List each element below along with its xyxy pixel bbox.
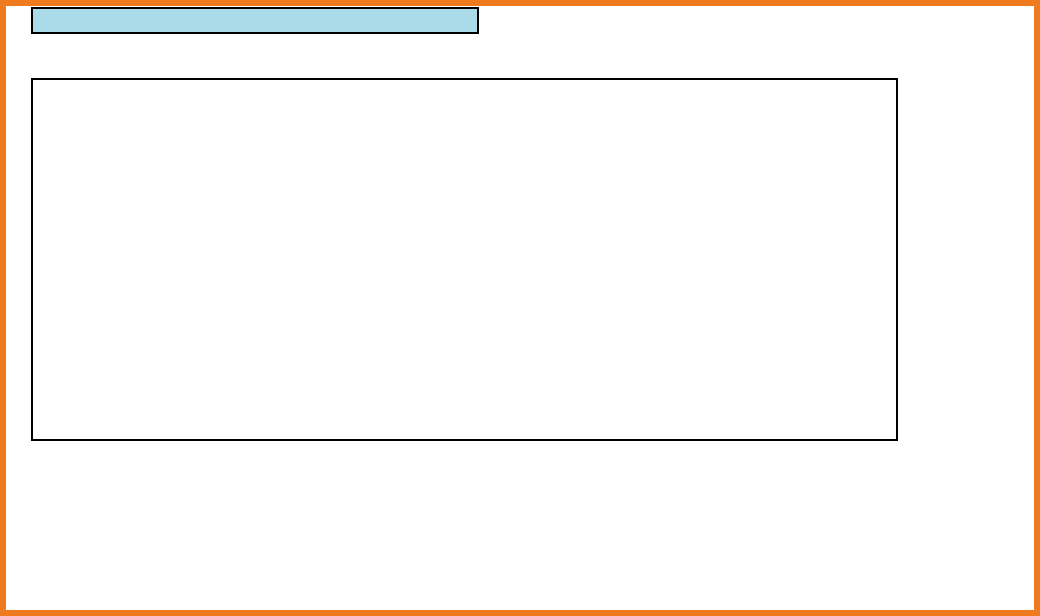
activity-grid [31, 78, 898, 441]
date-header-diagonals [0, 0, 1040, 80]
